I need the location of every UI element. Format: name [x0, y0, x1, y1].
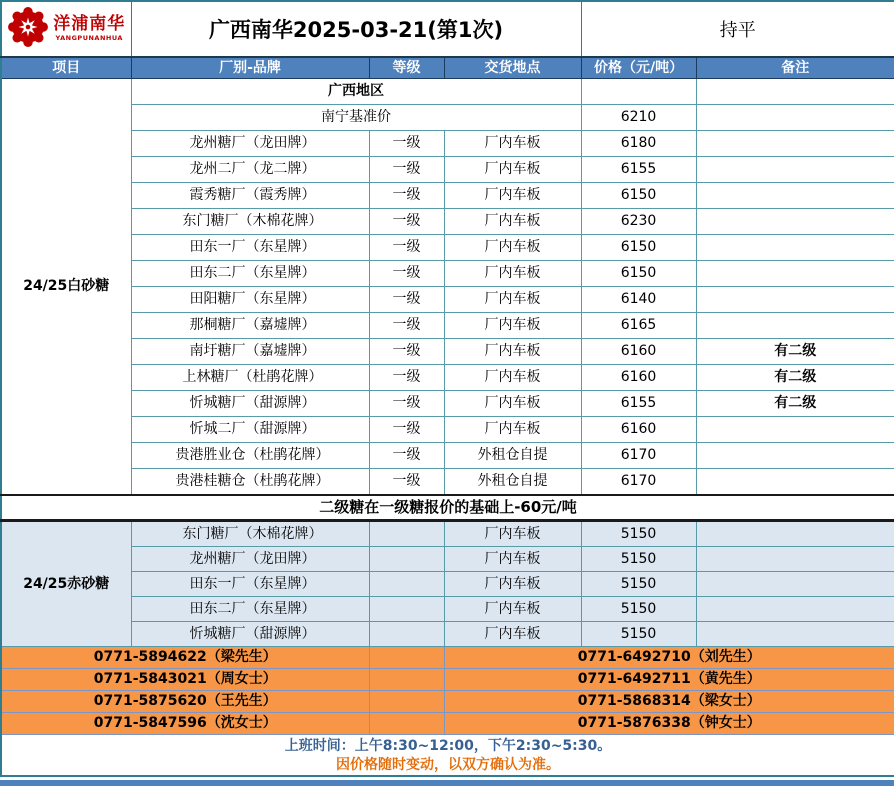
contact-row: [1, 668, 894, 690]
brand-cell: 田东二厂（东星牌）: [131, 261, 369, 287]
grade-cell: 一级: [369, 261, 444, 287]
note-cell: [696, 520, 894, 546]
note-cell: [696, 157, 894, 183]
grade-cell: 一级: [369, 391, 444, 417]
grade-cell: 一级: [369, 313, 444, 339]
contact-phone: 0771-5868314（梁女士）: [444, 690, 894, 712]
grade-cell: [369, 621, 444, 646]
benchmark-name: 南宁基准价: [131, 105, 581, 131]
note-cell: [696, 417, 894, 443]
grade-cell: [369, 596, 444, 621]
brand-cell: 贵港胜业仓（杜鹃花牌）: [131, 443, 369, 469]
table-row: [1, 209, 894, 235]
trend-status: 持平: [581, 1, 894, 57]
contact-phone: 0771-5876338（钟女士）: [444, 712, 894, 734]
price-cell: 6155: [581, 157, 696, 183]
column-header-row: [1, 57, 894, 79]
price-cell: 6140: [581, 287, 696, 313]
contact-phone: 0771-5875620（王先生）: [1, 690, 369, 712]
note-cell: [696, 131, 894, 157]
note-cell: [696, 209, 894, 235]
brand-cell: 龙州二厂（龙二牌）: [131, 157, 369, 183]
delivery-cell: 厂内车板: [444, 391, 581, 417]
price-cell: 6230: [581, 209, 696, 235]
brand-name-cn: 洋浦南华: [53, 14, 126, 35]
disclaimer-text: 因价格随时变动，以双方确认为准。: [336, 756, 560, 773]
table-row: [1, 365, 894, 391]
contact-phone: 0771-5843021（周女士）: [1, 668, 369, 690]
grade-cell: 一级: [369, 235, 444, 261]
note-cell: 有二级: [696, 339, 894, 365]
table-row: [1, 546, 894, 571]
price-cell: 6160: [581, 417, 696, 443]
table-row: [1, 131, 894, 157]
delivery-cell: 厂内车板: [444, 261, 581, 287]
col-header-grade: 等级: [369, 57, 444, 79]
contact-phone: 0771-6492710（刘先生）: [444, 646, 894, 668]
company-logo-icon: [7, 6, 49, 52]
table-row: [1, 235, 894, 261]
note-cell: [696, 261, 894, 287]
grade-cell: 一级: [369, 365, 444, 391]
table-row: [1, 261, 894, 287]
contact-spacer: [369, 668, 444, 690]
brand-name-en: YANGPUNANHUA: [55, 34, 123, 43]
note-cell: [696, 235, 894, 261]
table-row: [1, 520, 894, 546]
grade-note-row: [1, 495, 894, 520]
price-cell: 6150: [581, 235, 696, 261]
delivery-cell: 厂内车板: [444, 571, 581, 596]
col-header-delivery: 交货地点: [444, 57, 581, 79]
col-header-note: 备注: [696, 57, 894, 79]
note-cell: [696, 546, 894, 571]
delivery-cell: 厂内车板: [444, 183, 581, 209]
delivery-cell: 外租仓自提: [444, 469, 581, 496]
table-row: [1, 391, 894, 417]
price-cell: 5150: [581, 621, 696, 646]
note-cell: 有二级: [696, 365, 894, 391]
note-cell: [696, 621, 894, 646]
brand-cell: 霞秀糖厂（霞秀牌）: [131, 183, 369, 209]
brand-cell: 贵港桂糖仓（杜鹃花牌）: [131, 469, 369, 496]
delivery-cell: 厂内车板: [444, 313, 581, 339]
contact-spacer: [369, 646, 444, 668]
note-cell: [696, 105, 894, 131]
price-cell: 5150: [581, 520, 696, 546]
grade-note-text: 二级糖在一级糖报价的基础上-60元/吨: [1, 495, 894, 520]
price-cell: [581, 79, 696, 105]
grade-cell: [369, 520, 444, 546]
note-cell: 有二级: [696, 391, 894, 417]
price-cell: 6170: [581, 469, 696, 496]
note-cell: [696, 287, 894, 313]
price-cell: 5150: [581, 546, 696, 571]
grade-cell: 一级: [369, 469, 444, 496]
table-row: [1, 571, 894, 596]
page-title: 广西南华2025-03-21(第1次): [131, 1, 581, 57]
delivery-cell: 厂内车板: [444, 417, 581, 443]
table-row: [1, 339, 894, 365]
table-row: [1, 443, 894, 469]
col-header-price: 价格（元/吨）: [581, 57, 696, 79]
delivery-cell: 厂内车板: [444, 365, 581, 391]
price-cell: 6150: [581, 183, 696, 209]
brand-cell: 田阳糖厂（东星牌）: [131, 287, 369, 313]
price-cell: 6170: [581, 443, 696, 469]
grade-cell: 一级: [369, 209, 444, 235]
footer-row: [1, 734, 894, 776]
grade-cell: [369, 546, 444, 571]
note-cell: [696, 469, 894, 496]
brand-cell: 东门糖厂（木棉花牌）: [131, 209, 369, 235]
region-header-row: [1, 79, 894, 105]
bottom-accent-bar: [0, 780, 894, 786]
contact-row: [1, 690, 894, 712]
note-cell: [696, 443, 894, 469]
price-cell: 5150: [581, 571, 696, 596]
note-cell: [696, 183, 894, 209]
note-cell: [696, 571, 894, 596]
brand-cell: 田东一厂（东星牌）: [131, 235, 369, 261]
grade-cell: 一级: [369, 131, 444, 157]
brand-cell: 龙州糖厂（龙田牌）: [131, 131, 369, 157]
grade-cell: 一级: [369, 183, 444, 209]
price-cell: 6150: [581, 261, 696, 287]
grade-cell: 一级: [369, 157, 444, 183]
brand-cell: 忻城二厂（甜源牌）: [131, 417, 369, 443]
table-row: [1, 157, 894, 183]
title-row: [1, 1, 894, 57]
note-cell: [696, 79, 894, 105]
table-row: [1, 469, 894, 496]
contact-phone: 0771-5847596（沈女士）: [1, 712, 369, 734]
col-header-item: 项目: [1, 57, 131, 79]
delivery-cell: 厂内车板: [444, 596, 581, 621]
grade-cell: 一级: [369, 287, 444, 313]
col-header-brand: 厂别-品牌: [131, 57, 369, 79]
price-cell: 6165: [581, 313, 696, 339]
grade-cell: 一级: [369, 443, 444, 469]
item-label-brown-sugar: 24/25赤砂糖: [1, 520, 131, 646]
table-row: [1, 183, 894, 209]
delivery-cell: 外租仓自提: [444, 443, 581, 469]
price-cell: 6160: [581, 339, 696, 365]
table-row: [1, 313, 894, 339]
brand-cell: 龙州糖厂（龙田牌）: [131, 546, 369, 571]
brand-cell: 南圩糖厂（嘉墟牌）: [131, 339, 369, 365]
table-row: [1, 621, 894, 646]
contact-row: [1, 646, 894, 668]
delivery-cell: 厂内车板: [444, 131, 581, 157]
brand-cell: 田东一厂（东星牌）: [131, 571, 369, 596]
item-label-white-sugar: 24/25白砂糖: [1, 79, 131, 496]
brand-cell: 上林糖厂（杜鹃花牌）: [131, 365, 369, 391]
table-row: [1, 287, 894, 313]
contact-spacer: [369, 690, 444, 712]
price-cell: 6155: [581, 391, 696, 417]
work-hours-text: 上班时间：上午8:30~12:00，下午2:30~5:30。: [284, 737, 612, 754]
delivery-cell: 厂内车板: [444, 157, 581, 183]
region-header: 广西地区: [131, 79, 581, 105]
delivery-cell: 厂内车板: [444, 546, 581, 571]
table-row: [1, 596, 894, 621]
note-cell: [696, 596, 894, 621]
delivery-cell: 厂内车板: [444, 235, 581, 261]
grade-cell: 一级: [369, 417, 444, 443]
contact-row: [1, 712, 894, 734]
delivery-cell: 厂内车板: [444, 621, 581, 646]
brand-cell: 忻城糖厂（甜源牌）: [131, 391, 369, 417]
price-cell: 6160: [581, 365, 696, 391]
delivery-cell: 厂内车板: [444, 520, 581, 546]
price-cell: 6210: [581, 105, 696, 131]
grade-cell: [369, 571, 444, 596]
delivery-cell: 厂内车板: [444, 339, 581, 365]
contact-phone: 0771-5894622（梁先生）: [1, 646, 369, 668]
brand-cell: 东门糖厂（木棉花牌）: [131, 520, 369, 546]
brand-cell: 忻城糖厂（甜源牌）: [131, 621, 369, 646]
grade-cell: 一级: [369, 339, 444, 365]
company-logo: [1, 1, 131, 57]
brand-cell: 那桐糖厂（嘉墟牌）: [131, 313, 369, 339]
contact-spacer: [369, 712, 444, 734]
table-row: [1, 417, 894, 443]
price-cell: 5150: [581, 596, 696, 621]
delivery-cell: 厂内车板: [444, 287, 581, 313]
delivery-cell: 厂内车板: [444, 209, 581, 235]
note-cell: [696, 313, 894, 339]
price-cell: 6180: [581, 131, 696, 157]
benchmark-row: [1, 105, 894, 131]
brand-cell: 田东二厂（东星牌）: [131, 596, 369, 621]
contact-phone: 0771-6492711（黄先生）: [444, 668, 894, 690]
